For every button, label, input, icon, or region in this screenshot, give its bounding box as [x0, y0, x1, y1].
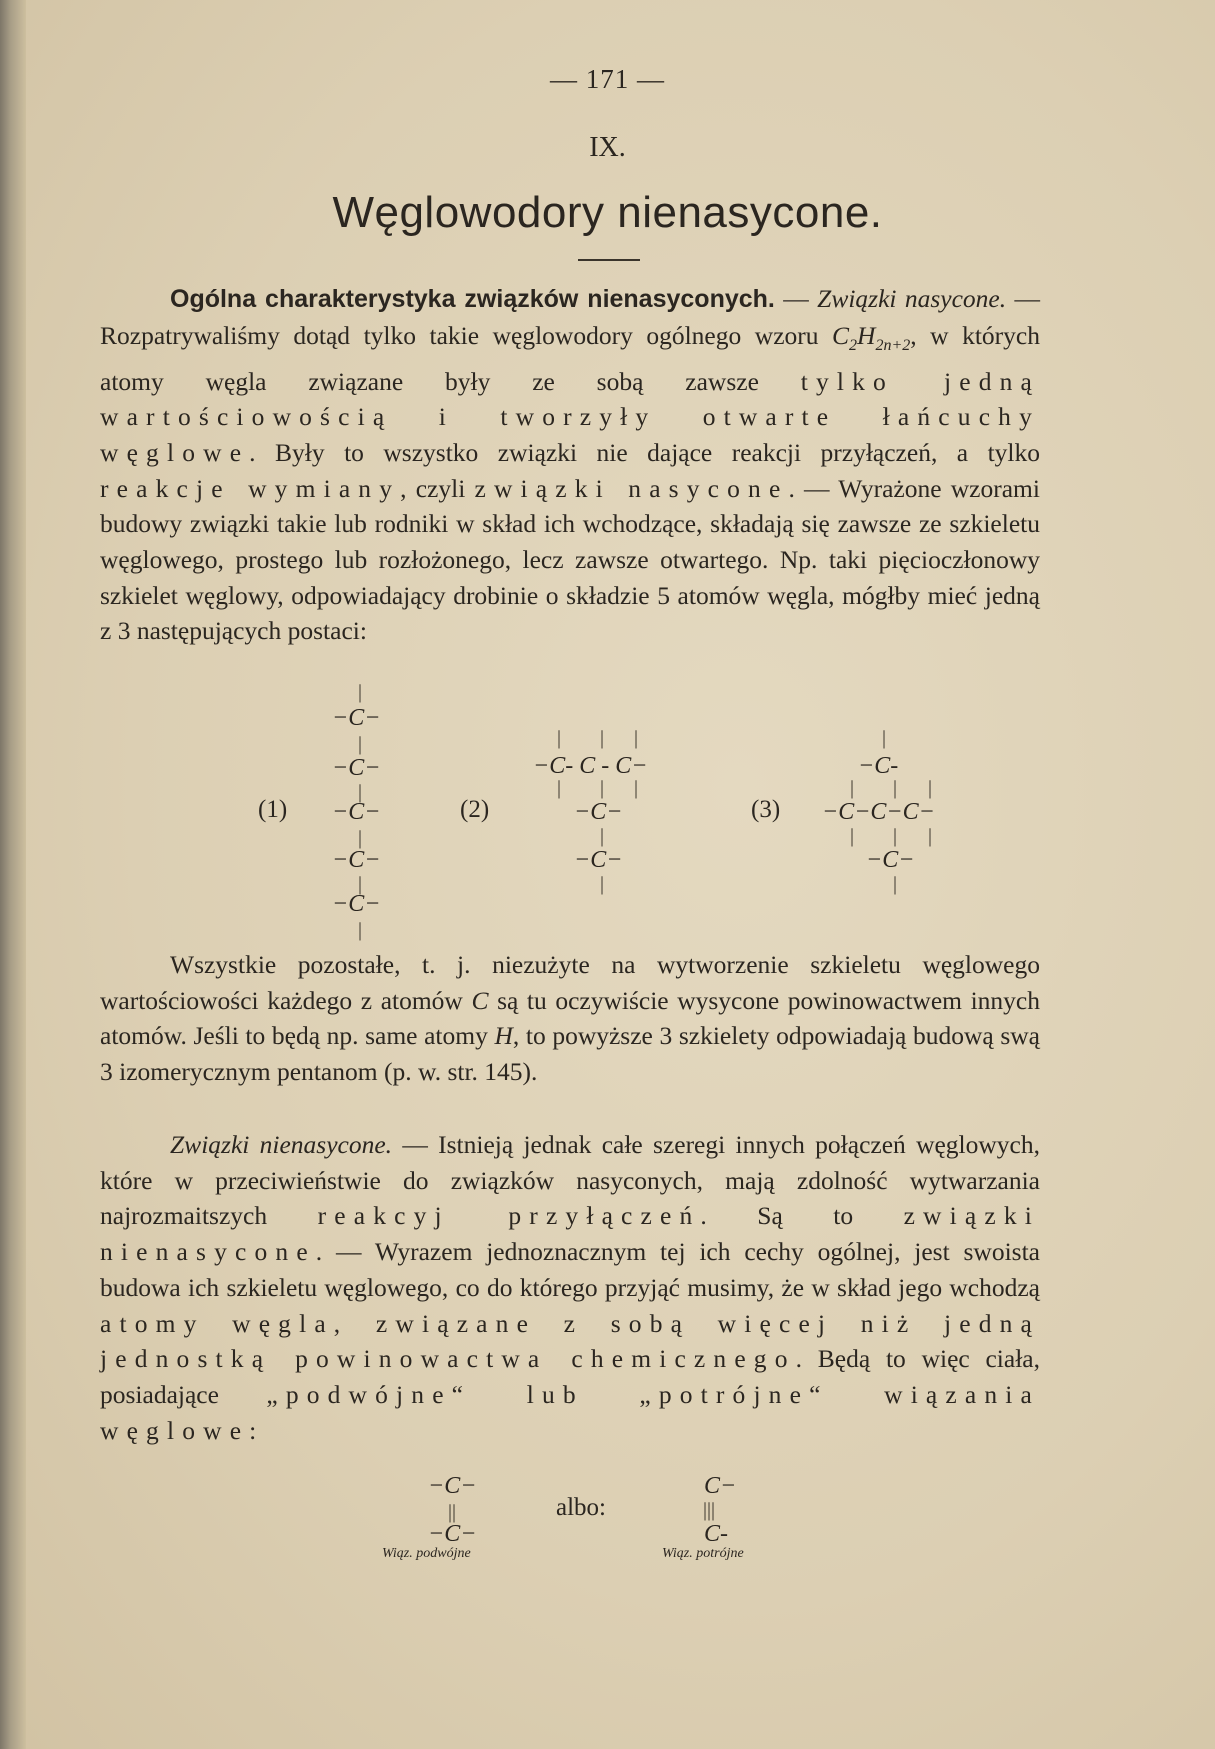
bond-mark: | — [893, 777, 898, 799]
emphasis-text: reakcyj przyłączeń — [317, 1201, 701, 1231]
skeleton-3-top: −C- — [858, 753, 899, 779]
triple-bond-caption: Wiąz. potrójne — [662, 1546, 744, 1561]
bond-mark: | — [893, 825, 898, 847]
bond-mark: | — [358, 827, 363, 849]
chapter-title: Węglowodory nienasycone. — [332, 188, 883, 237]
emphasis-text: „podwójne“ lub „potrójne“ wiązania węglowe — [100, 1379, 1041, 1445]
paragraph-isomers: Wszystkie pozostałe, t. j. niezużyte na wytworzenie szkieletu węglowego wartościowości każdego z atomów C są tu oczywiście wysycone powinowactwem innych atomów. Jeśli to będą np. same atomy H, to powyższe 3 szkielety odpowiadają budową swą 3 izomerycznym pentanom (p. w. str. 145). — [100, 950, 1040, 1087]
skeleton-2-atom: −C− — [574, 799, 623, 825]
skeleton-3-bottom: −C− — [866, 847, 915, 873]
paragraph-saturated: Ogólna charakterystyka związków nienasyconych. — Związki nasycone. — Rozpatrywaliśmy dotąd tylko takie węglowodory ogólnego wzoru $C_2H_{2n+2}$, w których atomy węgla związane były ze sobą zawsze tylko jedną wartościowością i tworzyły otwarte łańcuchy węglowe. Były to wszystko związki nie dające reakcji przyłączeń, a tylko reakcje wymiany, czyli związki nasycone. — Wyrażone wzorami budowy związki takie lub rodniki w skład ich wchodzące, składają się zawsze ze szkieletu węglowego, prostego lub rozłożonego, lecz zawsze otwartego. Np. taki pięcioczłonowy szkielet węglowy, odpowiadający drobinie o składzie 5 atomów węgla, mógłby mieć jedną z 3 następujących postaci: — [100, 284, 1041, 646]
book-page — [26, 0, 1215, 1749]
bond-mark: | — [600, 727, 605, 749]
bond-mark: | — [557, 777, 562, 799]
emphasis-text: związki nienasycone — [100, 1201, 1040, 1267]
skeleton-2-atom: −C− — [574, 847, 623, 873]
emphasis-text: atomy węgla, związane z sobą więcej niż jedną jednostką powinowactwa chemicznego — [100, 1308, 1040, 1374]
double-bond-bottom: −C− — [428, 1521, 477, 1547]
subheading-unsaturated: Związki nienasycone. — [170, 1130, 393, 1159]
skeleton-label-2: (2) — [460, 796, 490, 823]
triple-bond-bottom: C- — [704, 1521, 728, 1547]
emphasis-text: reakcje wymiany — [100, 473, 401, 503]
bond-mark: | — [634, 777, 639, 799]
double-bond-caption: Wiąz. podwójne — [382, 1546, 471, 1561]
bond-mark: | — [600, 825, 605, 847]
bond-mark: | — [600, 777, 605, 799]
skeleton-3-chain: −C−C−C− — [822, 799, 935, 825]
triple-bond-symbol: ||| — [703, 1499, 716, 1521]
bond-connector: albo: — [556, 1494, 606, 1521]
emphasis-text: tylko jedną wartościowością i tworzyły otwarte łańcuchy węglowe — [100, 366, 1040, 467]
bond-mark: | — [358, 873, 363, 895]
skeleton-2-chain: −C- C - C− — [533, 753, 648, 779]
skeleton-1-atom: −C− — [332, 891, 381, 917]
paragraph-unsaturated: Związki nienasycone. — Istnieją jednak całe szeregi innych połączeń węglowych, które w przeciwieństwie do związków nasyconych, mają zdolność wytwarzania najrozmaitszych reakcyj przyłączeń. Są to związki nienasycone. — Wyrazem jednoznacznym tej ich cechy ogólnej, jest swoista budowa ich szkieletu węglowego, co do którego przyjąć musimy, że w skład jego wchodzą atomy węgla, związane z sobą więcej niż jedną jednostką powinowactwa chemicznego. Będą to więc ciała, posiadające „podwójne“ lub „potrójne“ wiązania węglowe: — [100, 1130, 1041, 1445]
chapter-number: IX. — [589, 132, 626, 163]
double-bond-symbol: || — [448, 1501, 457, 1523]
bond-mark: | — [358, 733, 363, 755]
double-bond-top: −C− — [428, 1473, 477, 1499]
bond-mark: | — [600, 873, 605, 895]
bond-mark: | — [850, 777, 855, 799]
skeleton-1-atom: −C− — [332, 755, 381, 781]
page-number: — 171 — — [550, 64, 665, 94]
bond-mark: | — [893, 873, 898, 895]
skeleton-1-atom: −C− — [332, 847, 381, 873]
bond-mark: | — [358, 781, 363, 803]
skeleton-label-1: (1) — [258, 796, 288, 823]
general-formula: $C_2H_{2n+2}$ — [832, 320, 911, 354]
skeleton-1-atom: −C− — [332, 705, 381, 731]
bond-mark: | — [928, 777, 933, 799]
bond-mark: | — [928, 825, 933, 847]
bond-mark: | — [882, 727, 887, 749]
skeleton-label-3: (3) — [751, 796, 781, 823]
bond-mark: | — [557, 727, 562, 749]
title-rule — [578, 259, 640, 261]
bond-mark: | — [358, 919, 363, 941]
bond-mark: | — [634, 727, 639, 749]
skeleton-1-atom: −C− — [332, 799, 381, 825]
section-heading: Ogólna charakterystyka związków nienasyconych. — [170, 285, 775, 313]
binding-edge — [0, 0, 26, 1749]
triple-bond-top: C− — [704, 1473, 737, 1499]
subheading-saturated: Związki nasycone. — [817, 284, 1007, 313]
emphasis-text: związki nasycone — [474, 473, 789, 503]
bond-mark: | — [358, 681, 363, 703]
bond-mark: | — [850, 825, 855, 847]
atom-symbol: C — [471, 985, 489, 1015]
atom-symbol: H — [494, 1021, 513, 1051]
